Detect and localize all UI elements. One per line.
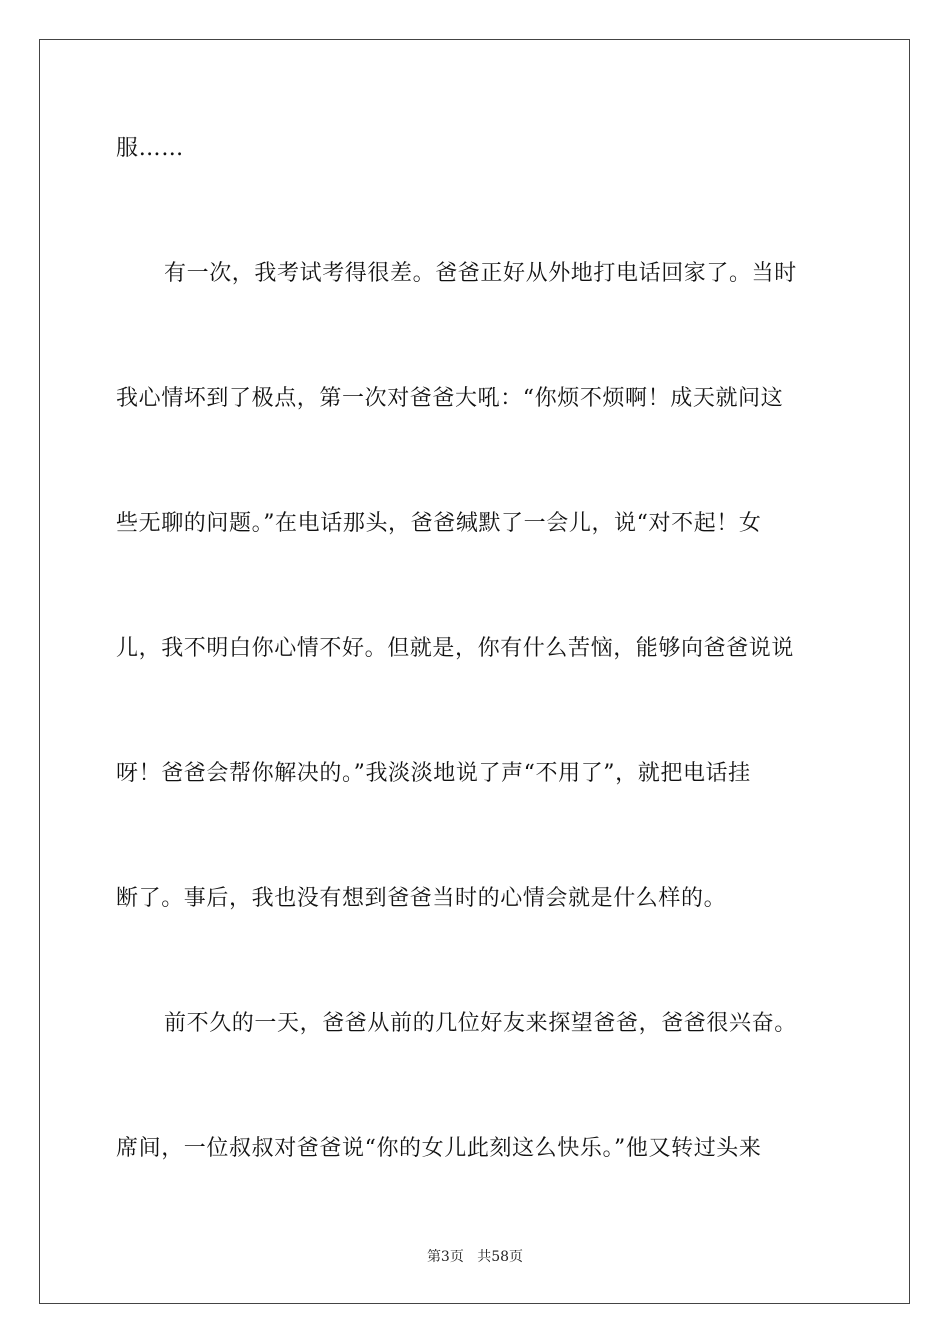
text-line-9: 席间，一位叔叔对爸爸说“你的女儿此刻这么快乐。”他又转过头来	[116, 1136, 762, 1161]
text-line-1: 服……	[116, 136, 184, 161]
paragraph-start-line-2: 前不久的一天，爸爸从前的几位好友来探望爸爸，爸爸很兴奋。	[164, 1011, 797, 1036]
text-line-7: 断了。事后，我也没有想到爸爸当时的心情会就是什么样的。	[116, 886, 727, 911]
total-pages: 共58页	[477, 1249, 524, 1265]
paragraph-start-line: 有一次，我考试考得很差。爸爸正好从外地打电话回家了。当时	[164, 261, 797, 286]
text-line-6: 呀！爸爸会帮你解决的。”我淡淡地说了声“不用了”，就把电话挂	[116, 761, 751, 786]
text-line-5: 儿，我不明白你心情不好。但就是，你有什么苦恼，能够向爸爸说说	[116, 636, 795, 661]
text-line-3: 我心情坏到了极点，第一次对爸爸大吼：“你烦不烦啊！成天就问这	[116, 386, 784, 411]
page-border	[39, 39, 910, 1304]
text-line-4: 些无聊的问题。”在电话那头，爸爸缄默了一会儿，说“对不起！女	[116, 511, 762, 536]
page-number: 第3页	[426, 1249, 464, 1265]
page-footer	[0, 1248, 950, 1266]
